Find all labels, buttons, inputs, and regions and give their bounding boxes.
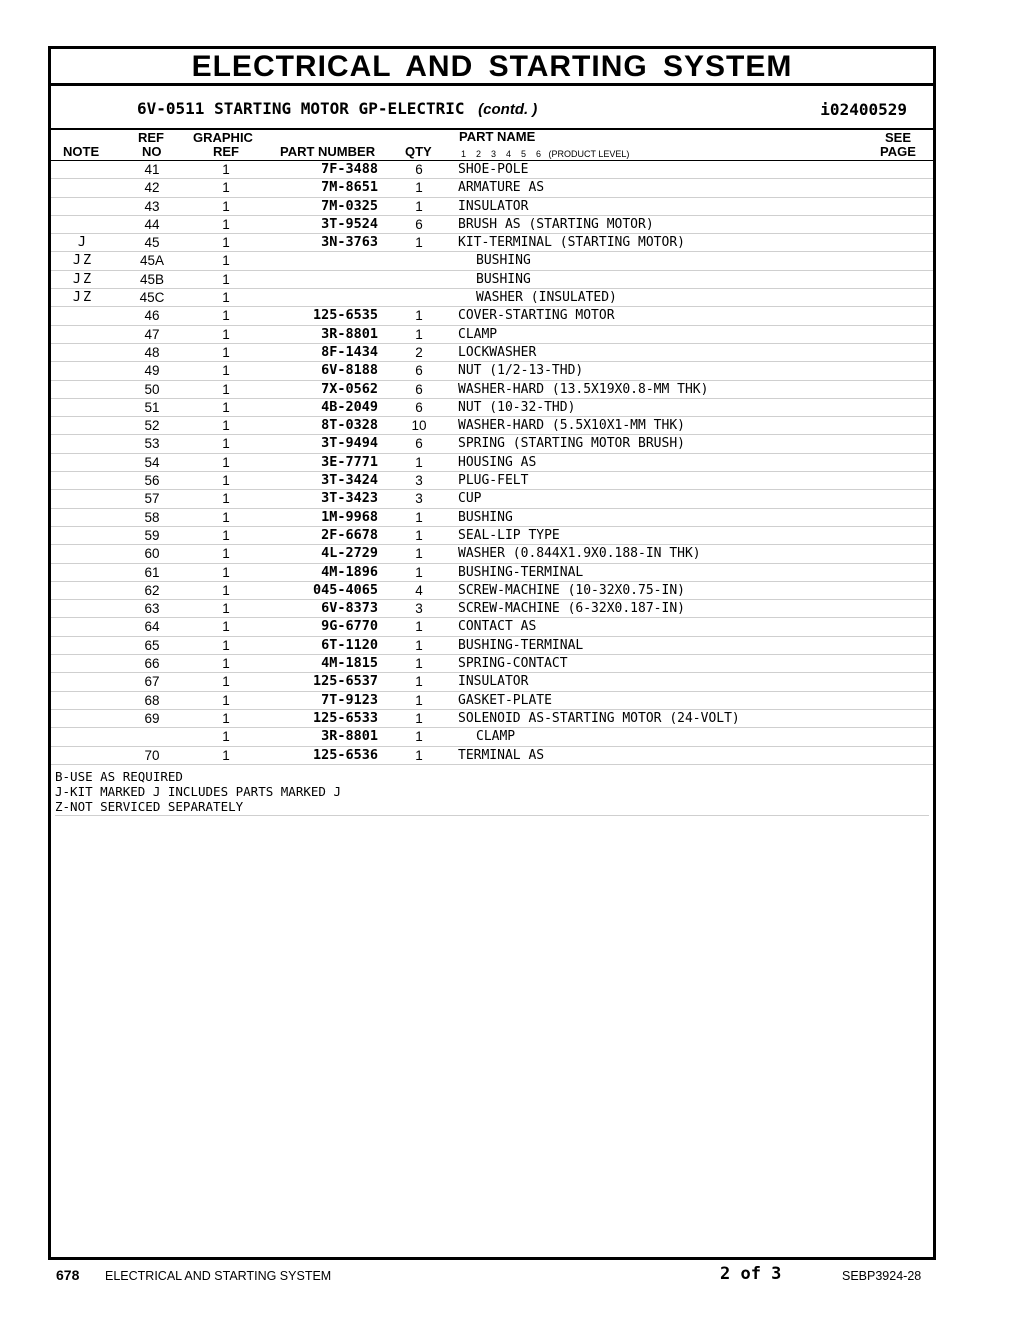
table-row xyxy=(51,692,933,710)
graphic-ref-cell: 1 xyxy=(222,601,230,617)
footnote-line: B-USE AS REQUIRED xyxy=(55,769,183,784)
table-row xyxy=(51,399,933,417)
ref-no-cell: 46 xyxy=(144,308,160,324)
part-name-cell: LOCKWASHER xyxy=(458,344,537,360)
part-number-cell: 3T-3423 xyxy=(321,490,378,507)
page-title: ELECTRICAL AND STARTING SYSTEM xyxy=(51,49,933,86)
part-number-cell: 125-6536 xyxy=(312,746,378,763)
part-number-cell: 125-6535 xyxy=(312,307,378,324)
col-see-top: SEE xyxy=(885,130,912,145)
footnotes xyxy=(55,769,929,816)
graphic-ref-cell: 1 xyxy=(222,418,230,434)
table-row xyxy=(51,198,933,216)
note-cell: JZ xyxy=(72,270,94,287)
part-name-cell: SPRING-CONTACT xyxy=(458,656,568,672)
part-name-cell: ARMATURE AS xyxy=(458,180,545,196)
table-row xyxy=(51,344,933,362)
graphic-ref-cell: 1 xyxy=(222,235,230,251)
part-name-cell: TERMINAL AS xyxy=(458,747,545,763)
graphic-ref-cell: 1 xyxy=(222,363,230,379)
ref-no-cell: 62 xyxy=(144,582,160,598)
part-name-cell: INSULATOR xyxy=(458,674,529,690)
graphic-ref-cell: 1 xyxy=(222,326,230,342)
graphic-ref-cell: 1 xyxy=(222,509,230,525)
part-number-cell: 4B-2049 xyxy=(321,398,378,415)
col-ref-top: REF xyxy=(138,130,164,145)
graphic-ref-cell: 1 xyxy=(222,527,230,543)
part-number-cell: 1M-9968 xyxy=(321,508,378,525)
ref-no-cell: 56 xyxy=(144,473,160,489)
part-number-cell: 7M-8651 xyxy=(321,179,378,196)
part-number-cell: 3R-8801 xyxy=(321,325,378,342)
table-row xyxy=(51,582,933,600)
table-row xyxy=(51,216,933,234)
graphic-ref-cell: 1 xyxy=(222,674,230,690)
table-row xyxy=(51,381,933,399)
qty-cell: 1 xyxy=(415,198,423,214)
table-row xyxy=(51,710,933,728)
page-number: 678 xyxy=(56,1267,80,1283)
table-row xyxy=(51,326,933,344)
qty-cell: 1 xyxy=(415,326,423,342)
group-subheading xyxy=(51,86,933,130)
col-product-level: 1 2 3 4 5 6 (PRODUCT LEVEL) xyxy=(461,149,630,159)
ref-no-cell: 63 xyxy=(144,601,160,617)
qty-cell: 1 xyxy=(415,546,423,562)
table-row xyxy=(51,161,933,179)
table-row xyxy=(51,454,933,472)
col-see-bottom: PAGE xyxy=(880,144,916,159)
table-row xyxy=(51,673,933,691)
part-name-cell: CONTACT AS xyxy=(458,619,537,635)
col-note: NOTE xyxy=(63,144,100,159)
part-number-cell: 4M-1896 xyxy=(321,563,378,580)
qty-cell: 3 xyxy=(415,491,423,507)
graphic-ref-cell: 1 xyxy=(222,198,230,214)
qty-cell: 1 xyxy=(415,637,423,653)
part-name-cell: PLUG-FELT xyxy=(458,473,529,489)
part-number-cell: 7M-0325 xyxy=(321,197,378,214)
graphic-ref-cell: 1 xyxy=(222,692,230,708)
part-name-cell: BUSHING-TERMINAL xyxy=(458,637,584,653)
ref-no-cell: 61 xyxy=(144,564,160,580)
part-number-cell: 2F-6678 xyxy=(321,526,378,543)
ref-no-cell: 41 xyxy=(144,162,160,177)
ref-no-cell: 67 xyxy=(144,674,160,690)
footer-section: ELECTRICAL AND STARTING SYSTEM xyxy=(105,1269,332,1283)
part-number-cell: 125-6533 xyxy=(312,709,378,726)
ref-no-cell: 45C xyxy=(139,290,165,306)
graphic-ref-cell: 1 xyxy=(222,436,230,452)
part-number-cell: 3N-3763 xyxy=(321,234,378,251)
table-row xyxy=(51,747,933,765)
ref-no-cell: 51 xyxy=(144,399,160,415)
part-number-cell: 045-4065 xyxy=(312,581,378,598)
group-name: 6V-0511 STARTING MOTOR GP-ELECTRIC xyxy=(137,99,465,118)
qty-cell: 1 xyxy=(415,454,423,470)
part-name-cell: WASHER (INSULATED) xyxy=(476,290,617,306)
ref-no-cell: 48 xyxy=(144,344,160,360)
footnote-line: Z-NOT SERVICED SEPARATELY xyxy=(55,799,244,814)
page-of: 2 of 3 xyxy=(720,1264,782,1284)
col-graphic-top: GRAPHIC xyxy=(193,130,253,145)
ref-no-cell: 65 xyxy=(144,637,160,653)
table-row xyxy=(51,179,933,197)
graphic-ref-cell: 1 xyxy=(222,710,230,726)
graphic-ref-cell: 1 xyxy=(222,582,230,598)
part-number-cell: 7X-0562 xyxy=(321,380,378,397)
note-cell: J xyxy=(77,234,89,251)
ref-no-cell: 43 xyxy=(144,198,160,214)
part-name-cell: NUT (10-32-THD) xyxy=(458,399,576,415)
part-name-cell: HOUSING AS xyxy=(458,454,537,470)
part-name-cell: SCREW-MACHINE (6-32X0.187-IN) xyxy=(458,601,685,617)
part-number-cell: 3R-8801 xyxy=(321,728,378,745)
graphic-ref-cell: 1 xyxy=(222,162,230,177)
graphic-ref-cell: 1 xyxy=(222,747,230,763)
graphic-ref-cell: 1 xyxy=(222,308,230,324)
contd-label: (contd. ) xyxy=(478,101,538,118)
ref-no-cell: 47 xyxy=(144,326,160,342)
qty-cell: 6 xyxy=(415,216,423,232)
table-row xyxy=(51,655,933,673)
part-number-cell: 6V-8373 xyxy=(321,600,378,617)
part-name-cell: SEAL-LIP TYPE xyxy=(458,527,560,543)
illustration-id: i02400529 xyxy=(820,100,907,119)
table-row xyxy=(51,637,933,655)
ref-no-cell: 49 xyxy=(144,363,160,379)
part-number-cell: 6V-8188 xyxy=(321,362,378,379)
qty-cell: 1 xyxy=(415,747,423,763)
part-name-cell: WASHER-HARD (13.5X19X0.8-MM THK) xyxy=(458,381,709,397)
column-header xyxy=(51,130,933,161)
part-number-cell: 4L-2729 xyxy=(321,545,378,562)
table-row xyxy=(51,417,933,435)
qty-cell: 1 xyxy=(415,656,423,672)
part-name-cell: BUSHING xyxy=(476,253,531,269)
graphic-ref-cell: 1 xyxy=(222,491,230,507)
table-row xyxy=(51,252,933,270)
ref-no-cell: 52 xyxy=(144,418,160,434)
table-row xyxy=(51,490,933,508)
part-number-cell: 3T-3424 xyxy=(321,472,378,489)
col-part-name: PART NAME xyxy=(459,129,536,144)
table-row xyxy=(51,289,933,307)
group-title xyxy=(137,99,537,118)
part-name-cell: SHOE-POLE xyxy=(458,162,529,177)
graphic-ref-cell: 1 xyxy=(222,656,230,672)
ref-no-cell: 57 xyxy=(144,491,160,507)
part-name-cell: WASHER (0.844X1.9X0.188-IN THK) xyxy=(458,546,701,562)
col-ref-bottom: NO xyxy=(142,144,162,159)
table-row xyxy=(51,564,933,582)
graphic-ref-cell: 1 xyxy=(222,381,230,397)
table-row xyxy=(51,307,933,325)
qty-cell: 1 xyxy=(415,619,423,635)
footnote-line: J-KIT MARKED J INCLUDES PARTS MARKED J xyxy=(55,784,341,799)
part-number-cell: 7T-9123 xyxy=(321,691,378,708)
graphic-ref-cell: 1 xyxy=(222,399,230,415)
qty-cell: 6 xyxy=(415,363,423,379)
graphic-ref-cell: 1 xyxy=(222,546,230,562)
part-name-cell: SOLENOID AS-STARTING MOTOR (24-VOLT) xyxy=(458,710,740,726)
part-name-cell: INSULATOR xyxy=(458,198,529,214)
part-number-cell: 9G-6770 xyxy=(321,618,378,635)
part-name-cell: BUSHING xyxy=(458,509,513,525)
qty-cell: 1 xyxy=(415,527,423,543)
table-row xyxy=(51,271,933,289)
note-cell: JZ xyxy=(72,252,94,269)
graphic-ref-cell: 1 xyxy=(222,619,230,635)
parts-table xyxy=(51,161,933,765)
col-part-number: PART NUMBER xyxy=(280,144,376,159)
table-row xyxy=(51,472,933,490)
graphic-ref-cell: 1 xyxy=(222,253,230,269)
table-row xyxy=(51,362,933,380)
part-name-cell: CUP xyxy=(458,491,482,507)
ref-no-cell: 54 xyxy=(144,454,160,470)
part-name-cell: CLAMP xyxy=(476,729,516,745)
ref-no-cell: 45A xyxy=(139,253,165,269)
part-number-cell: 125-6537 xyxy=(312,673,378,690)
qty-cell: 6 xyxy=(415,381,423,397)
ref-no-cell: 42 xyxy=(144,180,160,196)
qty-cell: 3 xyxy=(415,473,423,489)
part-number-cell: 8T-0328 xyxy=(321,417,378,434)
qty-cell: 6 xyxy=(415,436,423,452)
qty-cell: 6 xyxy=(415,162,423,177)
graphic-ref-cell: 1 xyxy=(222,637,230,653)
qty-cell: 1 xyxy=(415,564,423,580)
ref-no-cell: 53 xyxy=(144,436,160,452)
ref-no-cell: 66 xyxy=(144,656,160,672)
graphic-ref-cell: 1 xyxy=(222,729,230,745)
table-row xyxy=(51,600,933,618)
table-row xyxy=(51,234,933,252)
ref-no-cell: 69 xyxy=(144,710,160,726)
table-row xyxy=(51,527,933,545)
table-row xyxy=(51,618,933,636)
part-number-cell: 3T-9494 xyxy=(321,435,378,452)
qty-cell: 4 xyxy=(415,582,423,598)
part-name-cell: NUT (1/2-13-THD) xyxy=(458,363,584,379)
note-cell: JZ xyxy=(72,289,94,306)
qty-cell: 2 xyxy=(415,344,423,360)
part-name-cell: SPRING (STARTING MOTOR BRUSH) xyxy=(458,436,685,452)
graphic-ref-cell: 1 xyxy=(222,290,230,306)
qty-cell: 1 xyxy=(415,235,423,251)
ref-no-cell: 45B xyxy=(139,271,165,287)
col-qty: QTY xyxy=(405,144,432,159)
part-number-cell: 7F-3488 xyxy=(321,161,378,177)
col-graphic-bottom: REF xyxy=(213,144,239,159)
ref-no-cell: 50 xyxy=(144,381,160,397)
qty-cell: 6 xyxy=(415,399,423,415)
qty-cell: 3 xyxy=(415,601,423,617)
table-row xyxy=(51,545,933,563)
qty-cell: 10 xyxy=(411,418,427,434)
part-name-cell: GASKET-PLATE xyxy=(458,692,552,708)
ref-no-cell: 68 xyxy=(144,692,160,708)
part-number-cell: 3E-7771 xyxy=(321,453,378,470)
part-number-cell: 4M-1815 xyxy=(321,655,378,672)
part-name-cell: KIT-TERMINAL (STARTING MOTOR) xyxy=(458,235,685,251)
part-name-cell: BUSHING xyxy=(476,271,531,287)
qty-cell: 1 xyxy=(415,674,423,690)
qty-cell: 1 xyxy=(415,710,423,726)
qty-cell: 1 xyxy=(415,180,423,196)
table-row xyxy=(51,509,933,527)
ref-no-cell: 64 xyxy=(144,619,160,635)
qty-cell: 1 xyxy=(415,308,423,324)
ref-no-cell: 70 xyxy=(144,747,160,763)
table-row xyxy=(51,435,933,453)
ref-no-cell: 45 xyxy=(144,235,160,251)
part-name-cell: COVER-STARTING MOTOR xyxy=(458,308,615,324)
part-name-cell: CLAMP xyxy=(458,326,498,342)
graphic-ref-cell: 1 xyxy=(222,216,230,232)
qty-cell: 1 xyxy=(415,729,423,745)
part-number-cell: 3T-9524 xyxy=(321,215,378,232)
table-row xyxy=(51,728,933,746)
qty-cell: 1 xyxy=(415,692,423,708)
parts-page-frame xyxy=(48,46,936,1260)
part-number-cell: 8F-1434 xyxy=(321,343,378,360)
qty-cell: 1 xyxy=(415,509,423,525)
part-name-cell: BRUSH AS (STARTING MOTOR) xyxy=(458,216,654,232)
ref-no-cell: 58 xyxy=(144,509,160,525)
graphic-ref-cell: 1 xyxy=(222,564,230,580)
ref-no-cell: 59 xyxy=(144,527,160,543)
part-name-cell: SCREW-MACHINE (10-32X0.75-IN) xyxy=(458,582,685,598)
graphic-ref-cell: 1 xyxy=(222,344,230,360)
graphic-ref-cell: 1 xyxy=(222,454,230,470)
ref-no-cell: 44 xyxy=(144,216,160,232)
graphic-ref-cell: 1 xyxy=(222,271,230,287)
graphic-ref-cell: 1 xyxy=(222,473,230,489)
graphic-ref-cell: 1 xyxy=(222,180,230,196)
part-name-cell: BUSHING-TERMINAL xyxy=(458,564,584,580)
doc-number: SEBP3924-28 xyxy=(842,1269,922,1283)
part-name-cell: WASHER-HARD (5.5X10X1-MM THK) xyxy=(458,418,685,434)
page-footer xyxy=(0,1264,1020,1288)
part-number-cell: 6T-1120 xyxy=(321,636,378,653)
ref-no-cell: 60 xyxy=(144,546,160,562)
